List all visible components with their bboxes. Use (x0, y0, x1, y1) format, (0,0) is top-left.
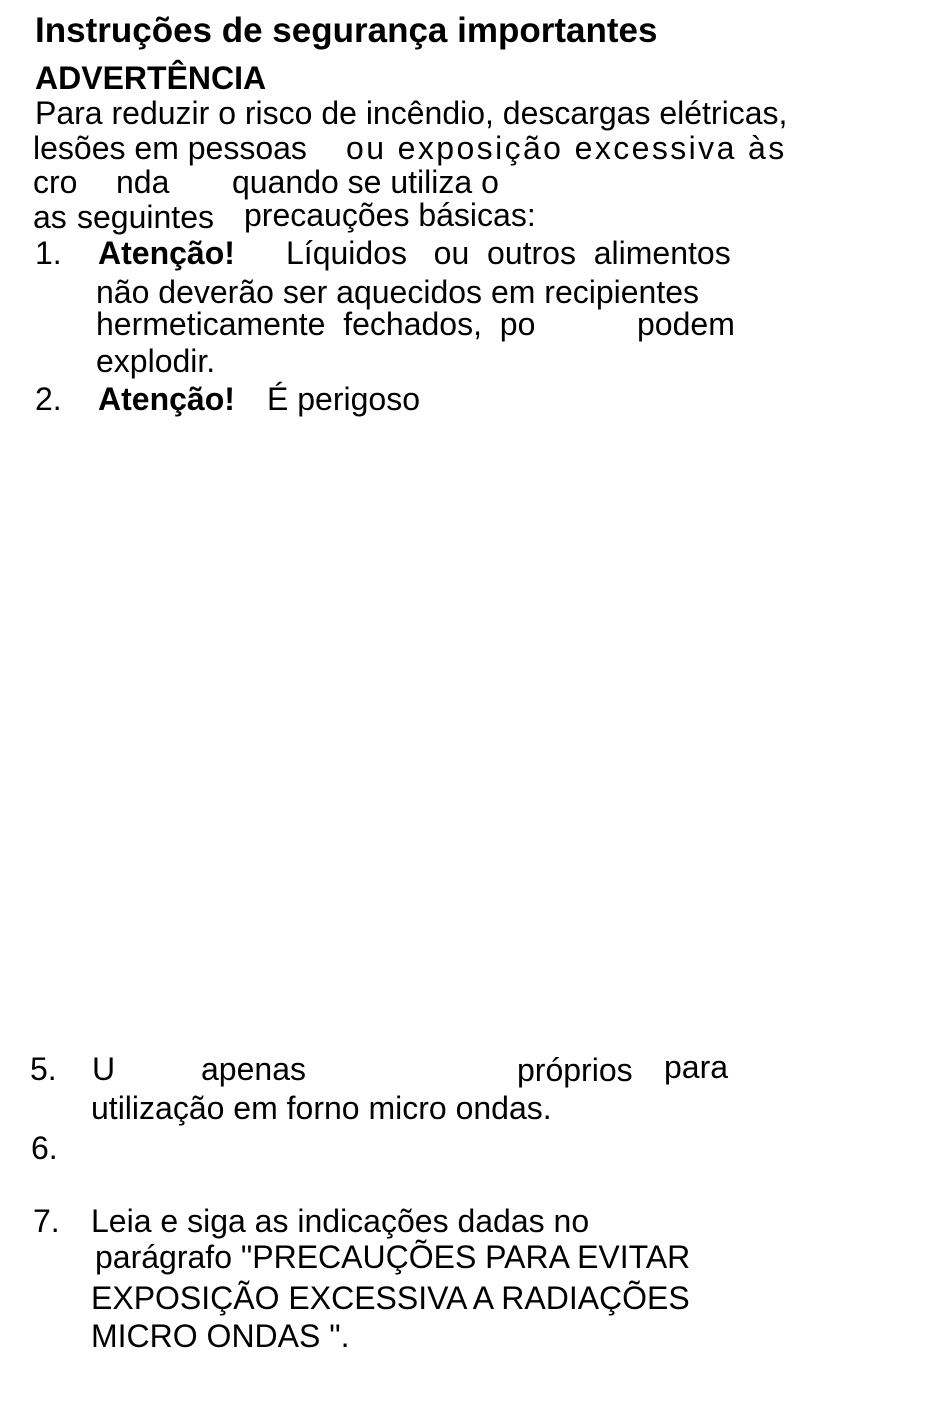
intro-line-4a: as (33, 199, 67, 235)
intro-line-2b: ou exposição excessiva às (346, 130, 787, 166)
warning-heading: ADVERTÊNCIA (35, 60, 267, 96)
item-5-word-3: próprios (517, 1052, 633, 1088)
item-5-word-4: para (664, 1049, 729, 1085)
item-5-word-1: U (92, 1051, 116, 1087)
intro-line-2a: lesões em pessoas (33, 130, 307, 166)
item-7-number: 7. (33, 1203, 60, 1239)
intro-line-3a: cro (33, 164, 78, 200)
item-2-number: 2. (35, 381, 62, 417)
intro-line-4c: precauções básicas: (244, 197, 536, 233)
item-5-word-2: apenas (201, 1051, 306, 1087)
item-7-line-4: MICRO ONDAS ". (91, 1318, 350, 1354)
item-2-attention-label: Atenção! (98, 381, 235, 417)
item-5-line-2: utilização em forno micro ondas. (91, 1090, 552, 1126)
item-5-number: 5. (30, 1051, 57, 1087)
intro-line-1: Para reduzir o risco de incêndio, descargas elétricas, (35, 95, 788, 131)
intro-line-3c: quando se utiliza o (232, 164, 499, 200)
item-1-line-2: não deverão ser aquecidos em recipientes (96, 274, 700, 310)
item-7-line-1: Leia e siga as indicações dadas no (91, 1203, 590, 1239)
item-1-line-3a: hermeticamente fechados, po (96, 306, 536, 342)
item-1-number: 1. (35, 235, 62, 271)
item-6-number: 6. (31, 1130, 58, 1166)
item-7-line-3: EXPOSIÇÃO EXCESSIVA A RADIAÇÕES (91, 1280, 690, 1316)
item-1-line-1: Líquidos ou outros alimentos (286, 235, 731, 271)
item-1-line-3b: podem (637, 306, 735, 342)
intro-line-4b: seguintes (77, 199, 214, 235)
item-2-text: É perigoso (267, 381, 420, 417)
document-title: Instruções de segurança importantes (35, 11, 658, 50)
item-7-line-2: parágrafo "PRECAUÇÕES PARA EVITAR (95, 1239, 691, 1275)
item-1-attention-label: Atenção! (98, 235, 235, 271)
intro-line-3b: nda (116, 164, 170, 200)
item-1-line-4: explodir. (96, 343, 216, 379)
